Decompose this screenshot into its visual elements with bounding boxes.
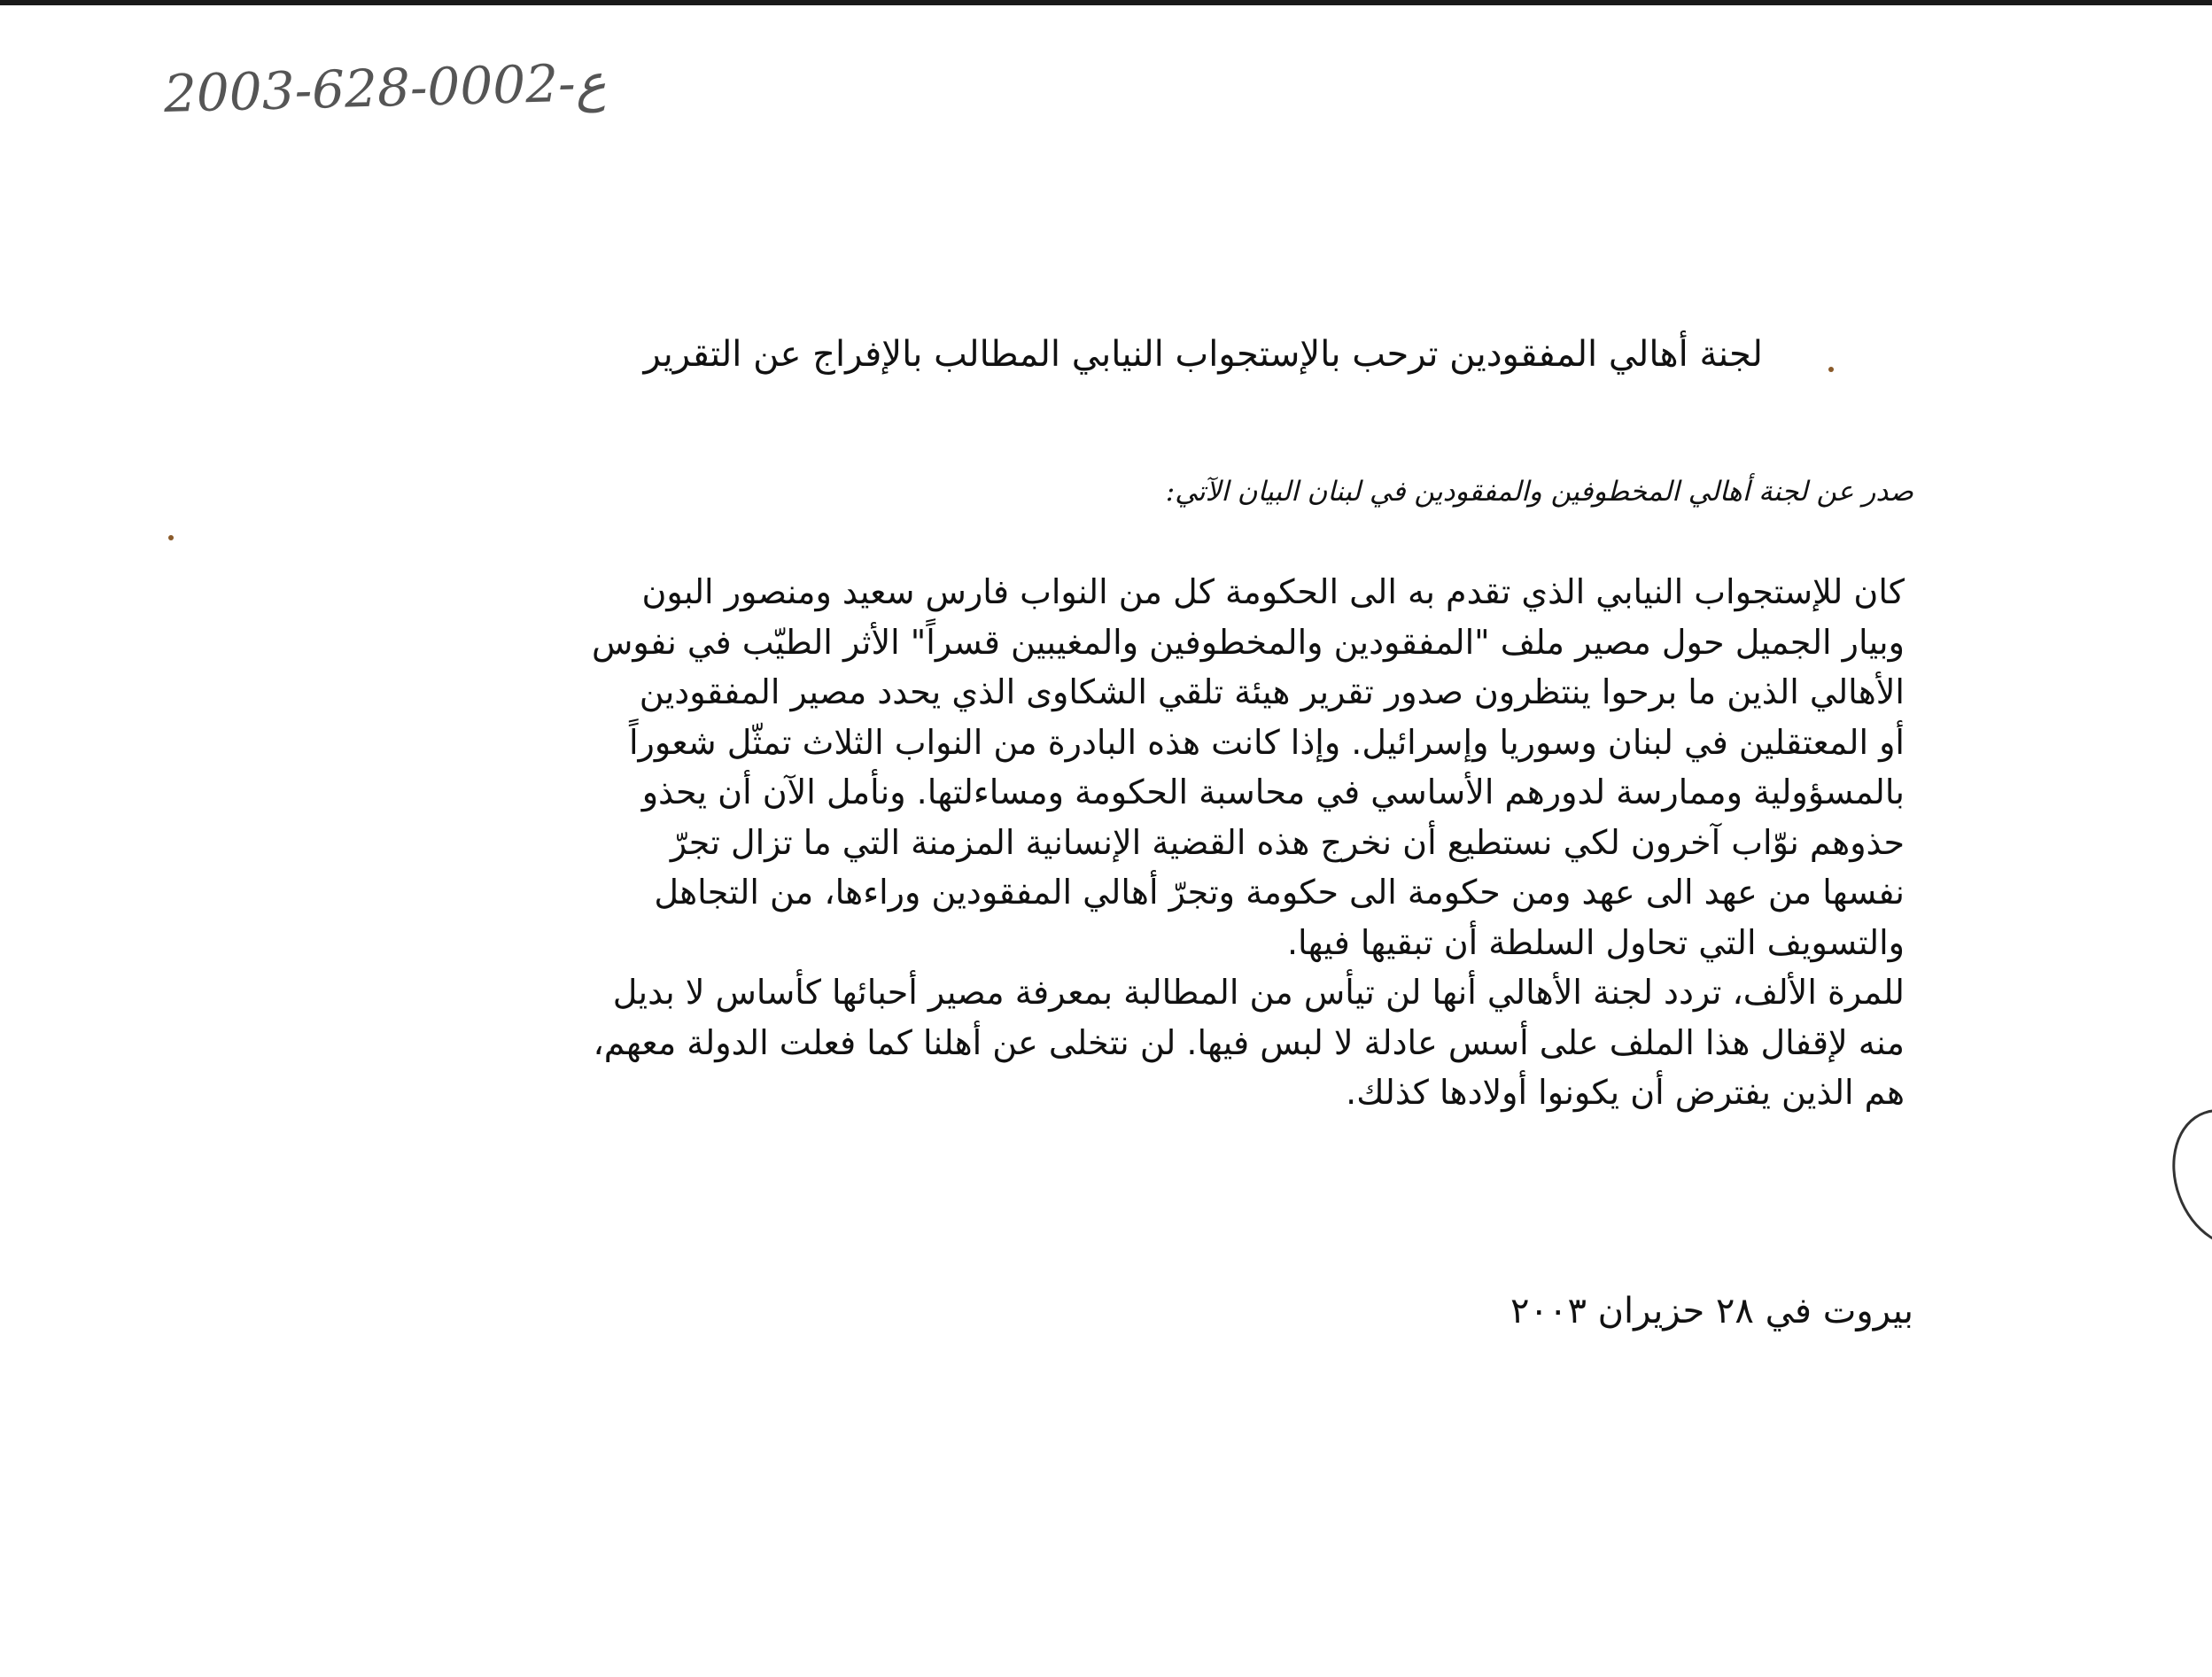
body-line: منه لإقفال هذا الملف على أسس عادلة لا لبس فيها. لن نتخلى عن أهلنا كما فعلت الدولة معهم، — [593, 1022, 1905, 1062]
scan-top-edge — [0, 0, 2212, 5]
body-line: أو المعتقلين في لبنان وسوريا وإسرائيل. وإذا كانت هذه البادرة من النواب الثلاث تمثّل شعوراً — [628, 722, 1905, 762]
document-headline: لجنة أهالي المفقودين ترحب بالإستجواب النيابي المطالب بالإفراج عن التقرير — [643, 334, 1763, 375]
body-line: نفسها من عهد الى عهد ومن حكومة الى حكومة وتجرّ أهالي المفقودين وراءها، من التجاهل — [654, 873, 1905, 912]
stray-ink-mark — [168, 535, 174, 540]
body-line: وبيار الجميل حول مصير ملف "المفقودين والمخطوفين والمغيبين قسراً" الأثر الطيّب في نفوس — [591, 622, 1905, 662]
body-line: حذوهم نوّاب آخرون لكي نستطيع أن نخرج هذه القضية الإنسانية المزمنة التي ما تزال تجرّ — [670, 822, 1905, 862]
stray-ink-mark — [1828, 367, 1834, 372]
statement-body — [381, 567, 1905, 1118]
body-line: هم الذين يفترض أن يكونوا أولادها كذلك. — [1346, 1073, 1905, 1112]
scan-edge-arc-mark — [2154, 1093, 2212, 1262]
body-line: الأهالي الذين ما برحوا ينتظرون صدور تقرير هيئة تلقي الشكاوى الذي يحدد مصير المفقودين — [639, 672, 1905, 711]
place-and-date: بيروت في ٢٨ حزيران ٢٠٠٣ — [1510, 1291, 1913, 1332]
statement-intro: صدر عن لجنة أهالي المخطوفين والمفقودين في لبنان البيان الآتي: — [1165, 476, 1913, 508]
body-line: والتسويف التي تحاول السلطة أن تبقيها فيها. — [1286, 922, 1905, 962]
body-line: للمرة الألف، تردد لجنة الأهالي أنها لن تيأس من المطالبة بمعرفة مصير أحبائها كأساس لا بديل — [612, 973, 1905, 1012]
handwritten-reference-number: 2003-628-0002-ع — [163, 51, 608, 124]
body-line: كان للإستجواب النيابي الذي تقدم به الى الحكومة كل من النواب فارس سعيد ومنصور البون — [641, 572, 1905, 611]
body-line: بالمسؤولية وممارسة لدورهم الأساسي في محاسبة الحكومة ومساءلتها. ونأمل الآن أن يحذو — [641, 773, 1905, 811]
